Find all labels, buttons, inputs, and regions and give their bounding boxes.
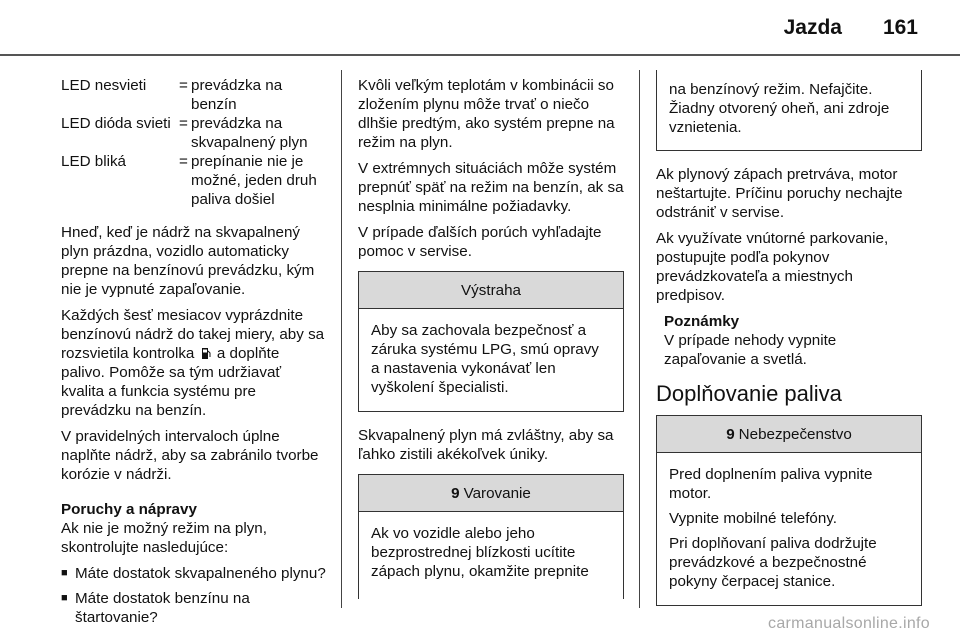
led-row [61, 152, 327, 209]
warning-box [358, 474, 624, 599]
led-desc: prevádzka na benzín [191, 77, 283, 113]
list-item-text: Máte dostatok benzínu na štartovanie? [75, 590, 250, 626]
page-header [0, 0, 960, 56]
column-divider-2 [639, 70, 640, 608]
danger-title: Nebezpečenstvo [738, 425, 852, 443]
paragraph-text: Každých šesť mesiacov vyprázdnite benzínovú nádrž do takej miery, aby sa rozsvietila kontrolka [61, 307, 325, 362]
paragraph: V prípade ďalších porúch vyhľadajte pomoc v servise. [358, 224, 602, 260]
fuel-pump-icon [201, 347, 211, 360]
list-item-text: Máte dostatok skvapalneného plynu? [75, 565, 326, 582]
list-item [61, 564, 327, 583]
led-row [61, 76, 327, 114]
warning-text: Ak vo vozidle alebo jeho bezprostrednej blízkosti ucítite zápach plynu, okamžite prepnite [371, 525, 589, 580]
warning-box-continued [656, 70, 922, 151]
note [656, 312, 922, 369]
list-item [61, 589, 327, 627]
paragraph-with-icon [61, 306, 327, 420]
danger-box [656, 415, 922, 606]
page-number: 161 [882, 16, 918, 39]
led-row [61, 114, 327, 152]
warning-triangle-icon: 9 [726, 425, 735, 443]
header-divider [0, 54, 960, 56]
note-title: Poznámky [664, 313, 740, 330]
danger-text: Pri doplňovaní paliva dodržujte prevádzkové a bezpečnostné pokyny čerpacej stanice. [669, 535, 877, 590]
caution-box [358, 271, 624, 412]
danger-title-bar [657, 416, 921, 453]
warning-title-bar [359, 475, 623, 512]
warning-title: Varovanie [463, 484, 531, 502]
watermark: carmanualsonline.info [768, 615, 930, 632]
danger-text: Pred doplnením paliva vypnite motor. [669, 466, 873, 502]
led-term: LED nesvieti [61, 77, 147, 94]
led-term: LED bliká [61, 153, 126, 170]
danger-text: Vypnite mobilné telefóny. [669, 510, 838, 527]
faults-intro: Ak nie je možný režim na plyn, skontrolujte nasledujúce: [61, 520, 267, 556]
danger-body [657, 453, 921, 605]
warning-triangle-icon: 9 [451, 484, 460, 502]
caution-text: Aby sa zachovala bezpečnosť a záruka systému LPG, smú opravy a nastavenia vykonávať len vyškolení špecialisti. [371, 322, 599, 396]
note-text: V prípade nehody vypnite zapaľovanie a svetlá. [664, 332, 837, 368]
bullet-square-icon: ■ [61, 592, 68, 604]
section-heading: Doplňovanie paliva [656, 381, 842, 406]
led-eq: = [179, 115, 188, 132]
paragraph: Ak využívate vnútorné parkovanie, postupujte podľa pokynov prevádzkovateľa a miestnych predpisov. [656, 230, 889, 304]
warning-text: na benzínový režim. Nefajčite. Žiadny otvorený oheň, ani zdroje vznietenia. [669, 81, 890, 136]
column-divider-1 [341, 70, 342, 608]
paragraph: V pravidelných intervaloch úplne naplňte nádrž, aby sa zabránilo tvorbe korózie v nádrži. [61, 428, 319, 483]
caution-body [359, 309, 623, 411]
faults-heading: Poruchy a nápravy [61, 501, 197, 518]
paragraph: Kvôli veľkým teplotám v kombinácii so zložením plynu môže trvať o niečo dlhšie predtým, ako systém prepne na režim na plyn. [358, 77, 615, 151]
led-eq: = [179, 153, 188, 170]
led-desc: prepínanie nie je možné, jeden druh paliva došiel [191, 153, 317, 208]
led-eq: = [179, 77, 188, 94]
paragraph: Hneď, keď je nádrž na skvapalnený plyn prázdna, vozidlo automaticky prepne na benzínovú prevádzku, kým nie je vypnuté zapaľovanie. [61, 224, 315, 298]
warning-body [359, 512, 623, 599]
paragraph: Skvapalnený plyn má zvláštny, aby sa ľahko zistili akékoľvek úniky. [358, 427, 614, 463]
bullet-square-icon: ■ [61, 567, 68, 579]
column-3 [656, 70, 922, 620]
led-table [61, 76, 327, 209]
led-desc: prevádzka na skvapalnený plyn [191, 115, 308, 151]
caution-title: Výstraha [359, 272, 623, 309]
column-1 [61, 76, 327, 633]
paragraph-text: a doplňte palivo. Pomôže sa tým udržiavať kvalita a funkcia systému pre prevádzku na benzín. [61, 345, 282, 419]
column-2 [358, 76, 624, 599]
led-term: LED dióda svieti [61, 115, 171, 132]
page-title: Jazda [783, 16, 842, 39]
paragraph: V extrémnych situáciách môže systém prepnúť späť na režim na benzín, ak sa nesplnia minimálne požiadavky. [358, 160, 624, 215]
paragraph: Ak plynový zápach pretrváva, motor neštartujte. Príčinu poruchy nechajte odstrániť v servise. [656, 166, 903, 221]
